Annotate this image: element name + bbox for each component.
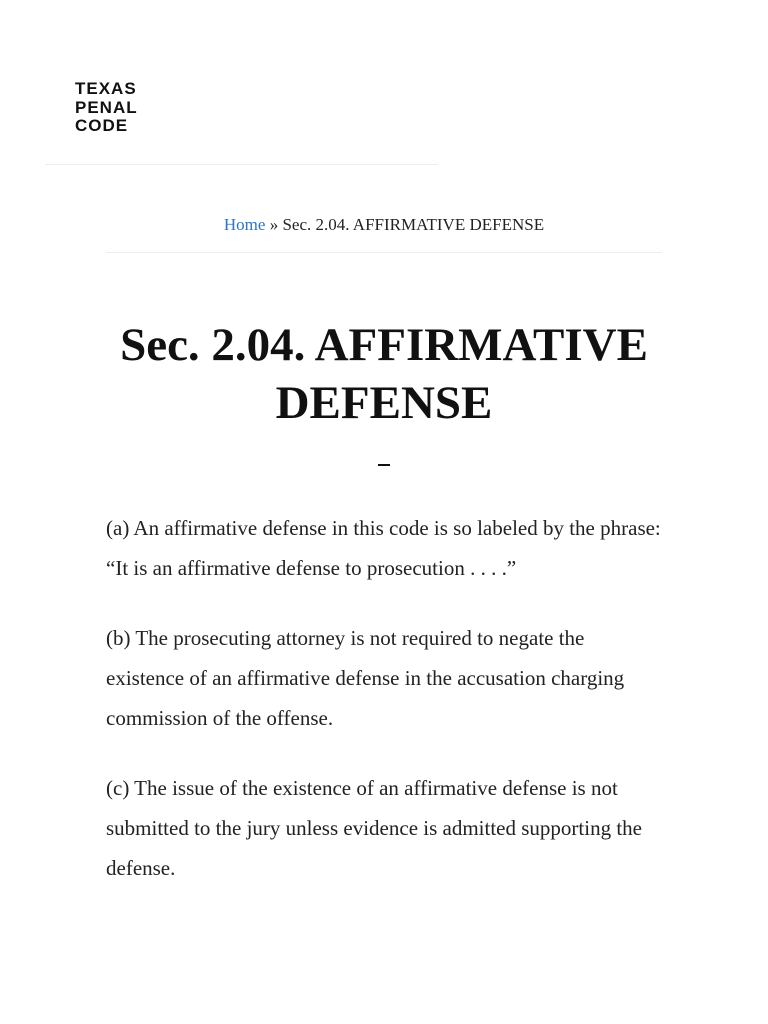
- breadcrumb: [106, 213, 662, 237]
- title-divider: [378, 464, 390, 466]
- page-title: Sec. 2.04. AFFIRMATIVE DEFENSE: [120, 319, 648, 429]
- logo-line-1: TEXAS: [75, 79, 137, 98]
- site-header: [0, 0, 768, 165]
- paragraph-a: (a) An affirmative defense in this code is so labeled by the phrase: “It is an affirmative defense to prosecution . . . .”: [106, 516, 661, 580]
- logo-line-3: CODE: [75, 116, 129, 135]
- article-content: [106, 508, 666, 918]
- header-divider: [45, 164, 438, 165]
- site-logo[interactable]: [75, 80, 165, 136]
- breadcrumb-current: Sec. 2.04. AFFIRMATIVE DEFENSE: [282, 215, 545, 234]
- paragraph-b: (b) The prosecuting attorney is not required to negate the existence of an affirmative defense in the accusation charging commission of the offense.: [106, 626, 625, 730]
- paragraph-c: (c) The issue of the existence of an affirmative defense is not submitted to the jury unless evidence is admitted supporting the defense.: [106, 776, 642, 880]
- breadcrumb-home-link[interactable]: Home: [223, 215, 266, 234]
- breadcrumb-separator: »: [269, 215, 279, 234]
- logo-line-2: PENAL: [75, 97, 138, 117]
- breadcrumb-divider: [106, 252, 662, 253]
